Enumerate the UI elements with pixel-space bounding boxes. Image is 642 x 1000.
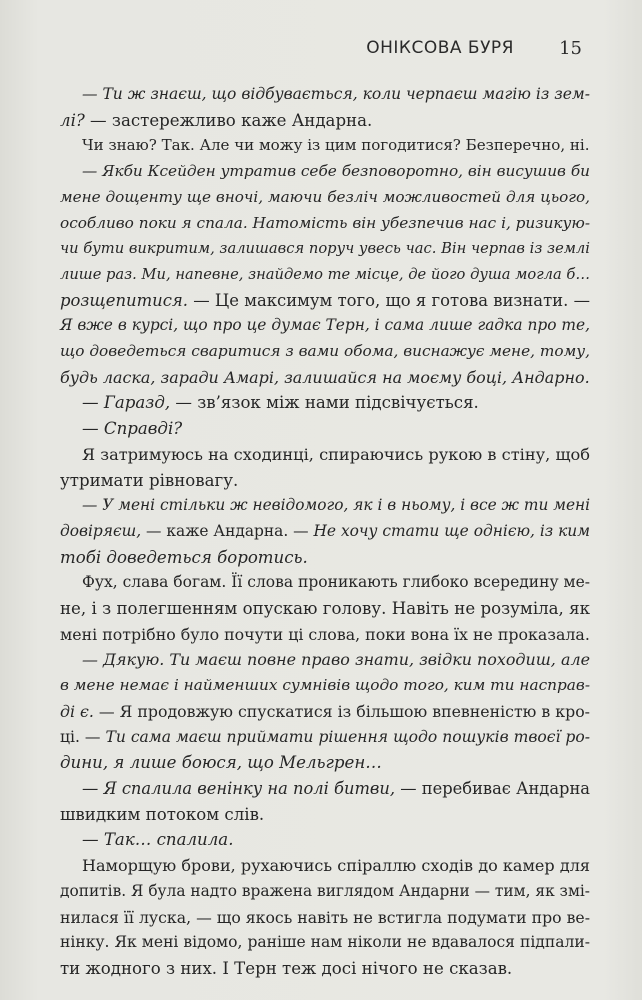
text-line (60, 827, 590, 853)
text-line (60, 288, 590, 314)
text-line (60, 673, 590, 699)
text-line (60, 622, 590, 648)
text-segment: ці. — (60, 727, 106, 746)
text-segment: — каже Андарна. — (141, 521, 314, 540)
text-line (60, 493, 590, 519)
text-segment: нилася її луска, — що якось навіть не встигла подумати про ве- (60, 907, 590, 927)
text-segment: ти жодного з них. І Терн теж досі нічого не сказав. (60, 958, 513, 978)
text-segment: особливо поки я спала. Натомість він убезпечив нас і, ризикую- (60, 213, 590, 232)
text-segment: — Ти ж знаєш, що відбувається, коли черпаєш магію із зем- (82, 85, 590, 103)
text-segment: довіряєш, (60, 521, 142, 540)
text-segment: дини, я лише боюся, що Мельгрен… (60, 753, 382, 773)
text-segment: утримати рівновагу. (60, 470, 239, 490)
text-line (60, 390, 590, 416)
text-line (60, 750, 590, 776)
text-segment: — Справді? (82, 419, 183, 439)
text-segment: не, і з полегшенням опускаю голову. Навіть не розуміла, як (60, 599, 590, 619)
text-line (60, 776, 590, 802)
text-line (60, 365, 590, 391)
text-segment: Фух, слава богам. Її слова проникають глибоко всередину ме- (82, 573, 590, 592)
text-line (60, 313, 590, 339)
text-segment: — перебиває Андарна (395, 778, 591, 798)
text-line (60, 236, 590, 262)
text-segment: — Якби Ксейден утратив себе безповоротно, він висушив би (82, 162, 590, 181)
text-segment: лише раз. Ми, напевне, знайдемо те місце, де його душа могла б… (60, 265, 590, 283)
text-segment: нінку. Як мені відомо, раніше нам ніколи не вдавалося підпали- (60, 933, 590, 952)
text-segment: мені потрібно було почути ці слова, поки вона їх не проказала. (60, 624, 590, 644)
text-segment: — Я спалила венінку на полі битви, (82, 778, 396, 798)
text-segment: чи бути викритим, залишався поруч увесь час. Він черпав із землі (60, 240, 590, 258)
text-segment: Наморщую брови, рухаючись спіраллю сходів до камер для (82, 856, 590, 876)
text-segment: — Гаразд, (82, 393, 171, 413)
text-segment: — Я продовжую спускатися із більшою впевненістю в кро- (93, 701, 590, 721)
text-segment: Я затримуюсь на сходинці, спираючись рукою в стіну, щоб (82, 444, 590, 464)
text-line (60, 956, 590, 982)
text-line (60, 442, 590, 468)
text-segment: що доведеться сваритися з вами обома, виснажує мене, тому, (60, 342, 590, 361)
text-segment: — Дякую. Ти маєш повне право знати, звідки походиш, але (82, 650, 590, 670)
text-line (60, 82, 590, 108)
text-line (60, 905, 590, 931)
text-segment: тобі доведеться боротись. (60, 547, 308, 567)
text-line (60, 468, 590, 494)
text-line (60, 802, 590, 828)
text-segment: будь ласка, заради Амарі, залишайся на моєму боці, Андарно. (60, 367, 590, 387)
text-segment: розщепитися. (60, 290, 188, 310)
running-title: ОНІКСОВА БУРЯ (366, 38, 514, 58)
text-line (60, 570, 590, 596)
text-segment: — Це максимум того, що я готова визнати. — (187, 290, 590, 310)
page-header (60, 38, 582, 62)
text-segment: Я вже в курсі, що про це думає Терн, і сама лише гадка про те, (60, 316, 590, 335)
text-segment: ді є. (60, 701, 94, 721)
text-segment: Не хочу стати ще однією, із ким (313, 521, 590, 540)
text-line (60, 416, 590, 442)
text-segment: — Так… спалила. (82, 830, 234, 850)
page-number: 15 (559, 38, 582, 59)
text-line (60, 262, 590, 288)
text-segment: — застережливо каже Андарна. (84, 110, 373, 130)
text-segment: Ти сама маєш приймати рішення щодо пошуків твоєї ро- (105, 727, 590, 746)
text-segment: лі? (60, 110, 85, 130)
text-segment: — зв’язок між нами підсвічується. (170, 393, 479, 413)
text-line (60, 699, 590, 725)
text-line (60, 519, 590, 545)
text-segment: — У мені стільки ж невідомого, як і в ньому, і все ж ти мені (82, 496, 591, 515)
text-line (60, 108, 590, 134)
body-text (60, 82, 590, 982)
text-line (60, 339, 590, 365)
text-line (60, 133, 590, 159)
text-line (60, 879, 590, 905)
text-line (60, 853, 590, 879)
text-segment: допитів. Я була надто вражена виглядом Андарни — тим, як змі- (60, 881, 590, 900)
text-line (60, 647, 590, 673)
text-segment: мене дощенту ще вночі, маючи безліч можливостей для цього, (60, 187, 590, 206)
text-line (60, 159, 590, 185)
text-line (60, 211, 590, 237)
text-line (60, 596, 590, 622)
text-line (60, 930, 590, 956)
text-segment: Чи знаю? Так. Але чи можу із цим погодитися? Безперечно, ні. (82, 136, 590, 155)
text-line (60, 185, 590, 211)
text-segment: швидким потоком слів. (60, 804, 265, 824)
text-line (60, 545, 590, 571)
text-segment: в мене немає і найменших сумнівів щодо того, ким ти насправ- (60, 676, 590, 695)
text-line (60, 725, 590, 751)
